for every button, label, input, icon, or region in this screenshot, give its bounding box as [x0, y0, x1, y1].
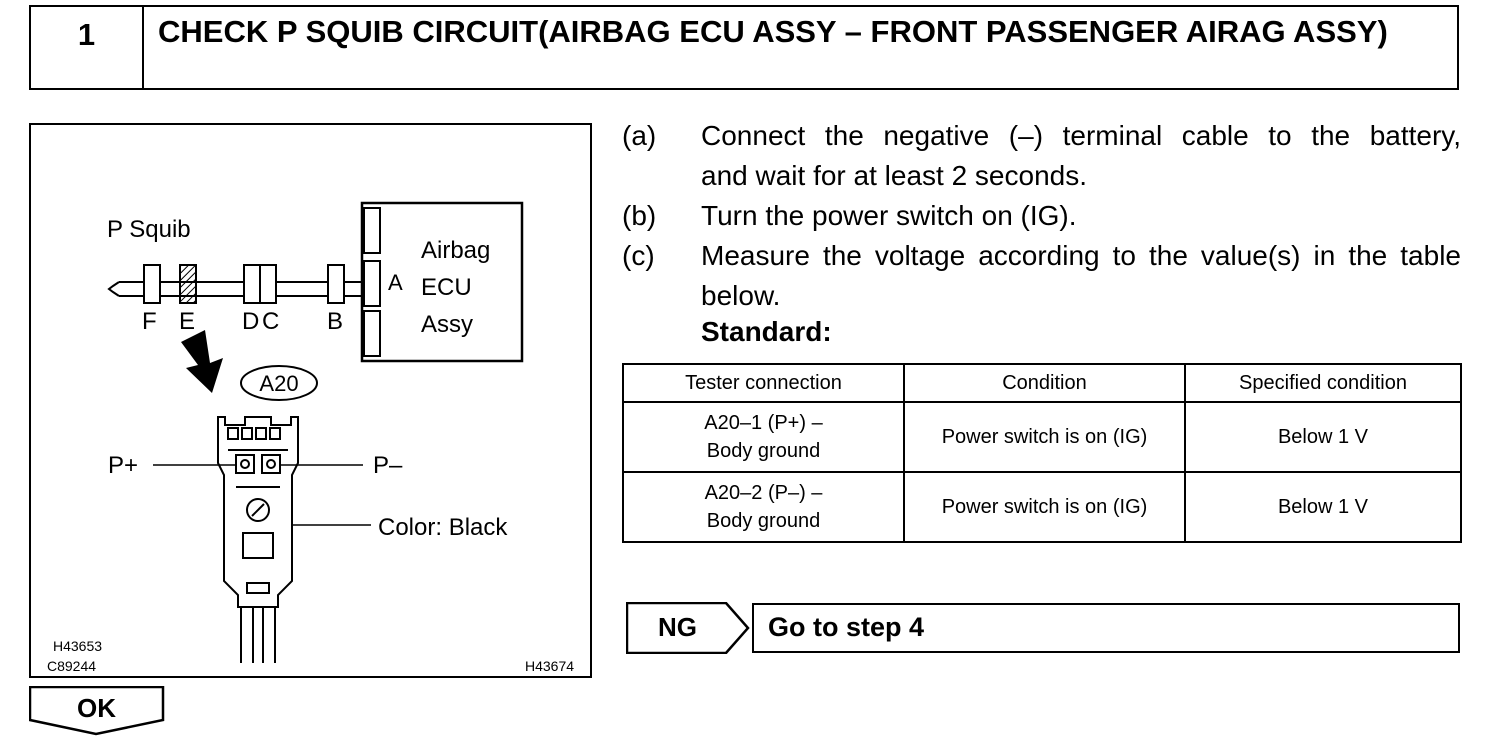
pin-minus-label: P–	[373, 452, 403, 479]
instruction-label: (a)	[622, 120, 657, 151]
instruction-text: Turn the power switch on (IG).	[701, 200, 1077, 231]
ecu-label-assy: Assy	[421, 311, 474, 338]
instruction-text: and wait for at least 2 seconds.	[701, 160, 1087, 191]
squib-label: P Squib	[107, 216, 191, 243]
instruction-label: (b)	[622, 200, 657, 231]
ng-result: Go to step 4	[752, 603, 1460, 653]
table-header: Condition	[904, 364, 1185, 402]
pin-plus-label: P+	[108, 452, 139, 479]
figure-code-2: C89244	[47, 658, 97, 674]
connector-body	[218, 417, 298, 663]
step-title: CHECK P SQUIB CIRCUIT(AIRBAG ECU ASSY – FRONT PASSENGER AIRAG ASSY)	[158, 14, 1388, 49]
figure-code-1: H43653	[53, 638, 103, 654]
ok-label: OK	[77, 693, 116, 723]
connector-id: A20	[259, 371, 299, 396]
step-number: 1	[31, 7, 144, 88]
connection-line: A20–1 (P+) –	[704, 412, 823, 434]
table-cell-connection	[623, 472, 904, 542]
table-cell-condition: Power switch is on (IG)	[904, 472, 1185, 542]
table-cell-spec: Below 1 V	[1185, 472, 1461, 542]
table-header: Tester connection	[623, 364, 904, 402]
connector-c	[260, 265, 276, 303]
instruction-text: Measure the voltage according to the value(s) in the table	[701, 240, 1461, 271]
connection-line: Body ground	[706, 510, 821, 532]
connector-letter-c: C	[262, 308, 280, 335]
connector-letter-d: D	[242, 308, 260, 335]
connector-letter-a: A	[388, 270, 403, 295]
connector-f	[144, 265, 160, 303]
table-cell-connection	[623, 402, 904, 472]
ecu-label-ecu: ECU	[421, 274, 472, 301]
instruction-text: Connect the negative (–) terminal cable to the battery,	[701, 120, 1461, 151]
connection-line: Body ground	[706, 440, 821, 462]
instruction-text: below.	[701, 280, 781, 311]
connector-d	[244, 265, 260, 303]
table-header: Specified condition	[1185, 364, 1461, 402]
table-row	[623, 472, 1461, 542]
connector-letter-b: B	[327, 308, 344, 335]
table-cell-condition: Power switch is on (IG)	[904, 402, 1185, 472]
connection-line: A20–2 (P–) –	[704, 482, 823, 504]
connector-e	[180, 265, 196, 303]
connector-letter-e: E	[179, 308, 196, 335]
connector-b	[328, 265, 344, 303]
pointer-arrow	[181, 330, 223, 393]
standard-label: Standard:	[701, 316, 832, 347]
connector-figure	[29, 123, 592, 678]
table-row	[623, 402, 1461, 472]
ng-label: NG	[658, 612, 697, 642]
connector-diagram	[31, 125, 594, 680]
figure-code-3: H43674	[525, 658, 575, 674]
color-label: Color: Black	[378, 514, 508, 541]
instruction-label: (c)	[622, 240, 655, 271]
spec-table	[622, 363, 1462, 543]
step-header	[29, 5, 1459, 90]
connector-letter-f: F	[142, 308, 157, 335]
ecu-label-airbag: Airbag	[421, 237, 491, 264]
table-cell-spec: Below 1 V	[1185, 402, 1461, 472]
table-header-row	[623, 364, 1461, 402]
